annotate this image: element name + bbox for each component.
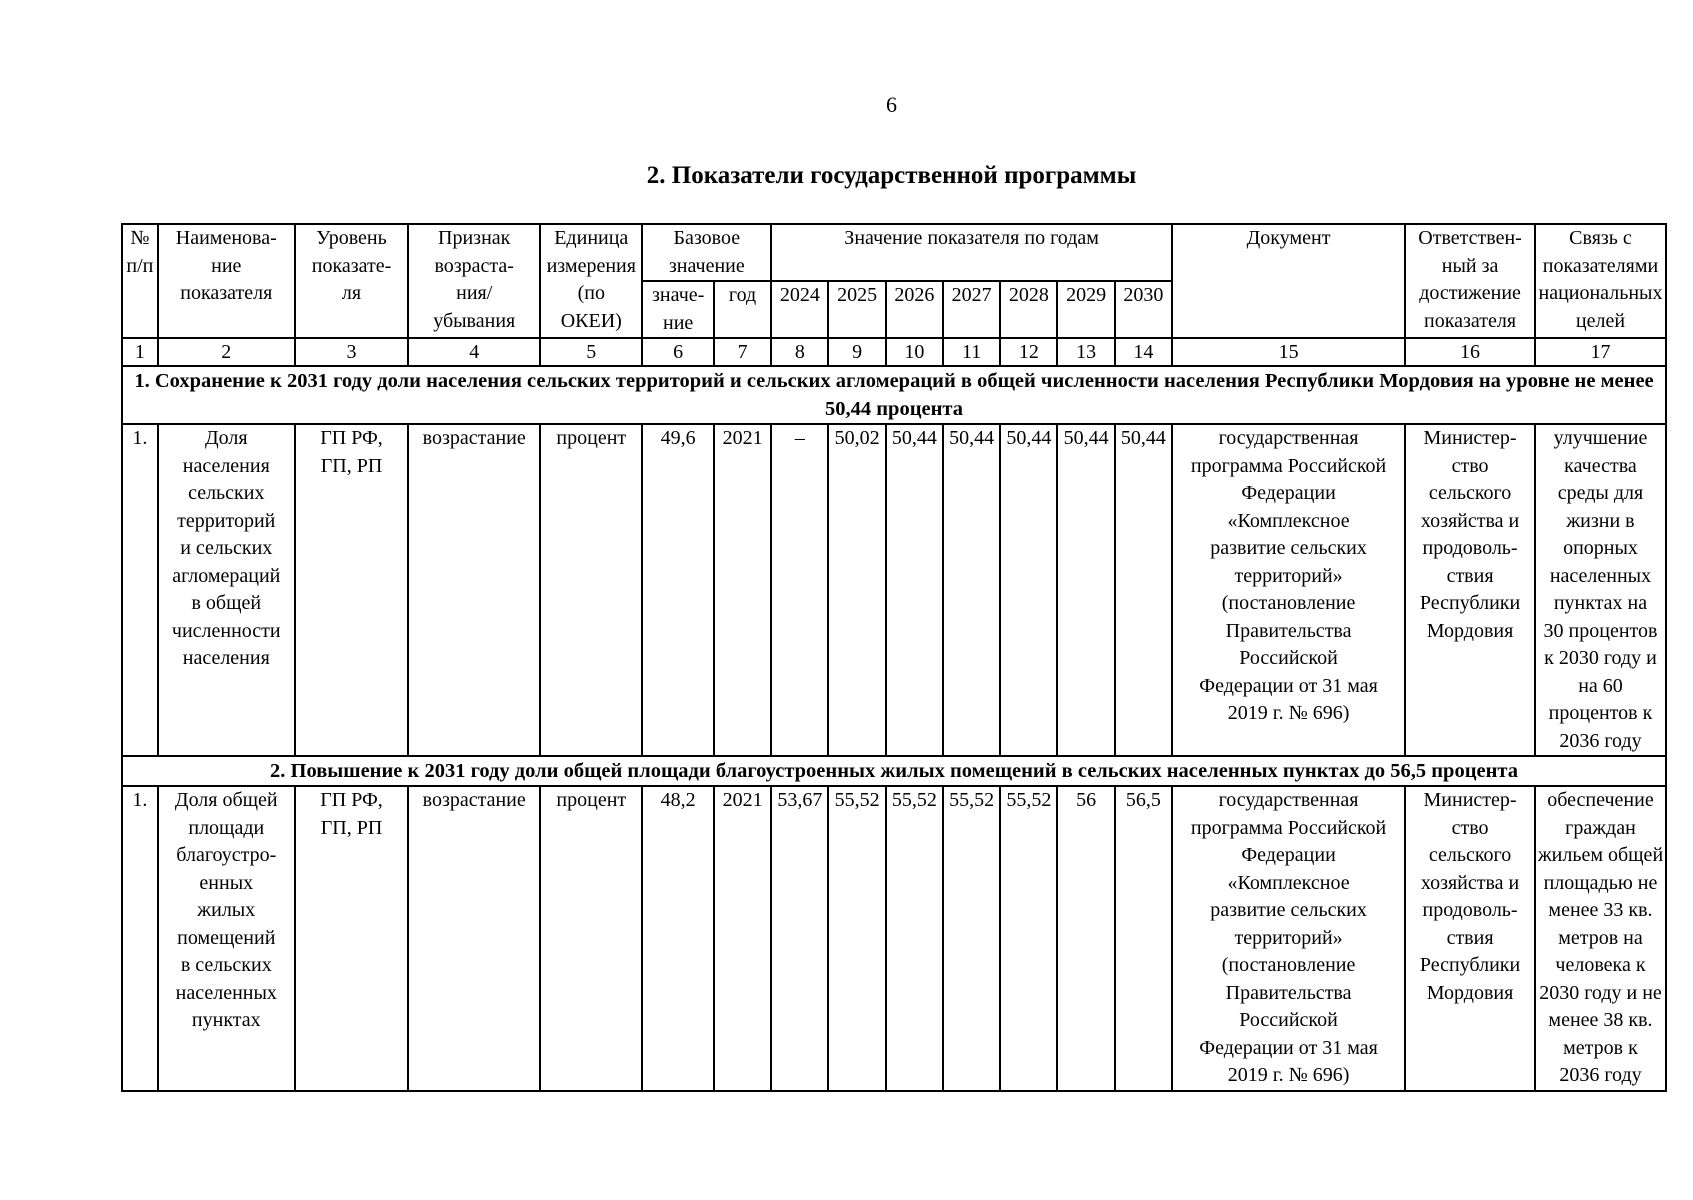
column-number: 3 [295, 338, 408, 366]
header-base-value: значе- ние [642, 281, 714, 338]
header-name: Наименова- ние показателя [158, 224, 295, 338]
year-value: 53,67 [771, 786, 828, 1091]
group-title: 2. Повышение к 2031 году доли общей площади благоустроенных жилых помещений в сельских населенных пунктах до 56,5 процента [122, 756, 1666, 786]
indicator-level: ГП РФ, ГП, РП [295, 424, 408, 756]
group-title-row [122, 366, 1666, 424]
indicator-unit: процент [540, 786, 642, 1091]
column-number: 9 [828, 338, 885, 366]
year-value: 56 [1057, 786, 1114, 1091]
document: государственная программа Российской Федерации «Комплексное развитие сельских территорий» (постановление Правительства Российской Федерации от 31 мая 2019 г. № 696) [1172, 424, 1405, 756]
responsible: Министер- ство сельского хозяйства и продоволь- ствия Республики Мордовия [1405, 786, 1535, 1091]
column-number: 12 [1000, 338, 1057, 366]
year-value: 50,44 [943, 424, 1000, 756]
column-number: 15 [1172, 338, 1405, 366]
header-document: Документ [1172, 224, 1405, 338]
table-body [122, 366, 1666, 1091]
base-year: 2021 [714, 424, 771, 756]
header-level: Уровень показате- ля [295, 224, 408, 338]
indicator-name: Доля общей площади благоустро- енных жилых помещений в сельских населенных пунктах [158, 786, 295, 1091]
header-by-years: Значение показателя по годам [771, 224, 1172, 281]
base-year: 2021 [714, 786, 771, 1091]
header-base: Базовое значение [642, 224, 771, 281]
indicator-trend: возрастание [408, 786, 540, 1091]
header-num: № п/п [122, 224, 158, 338]
header-link: Связь с показателями национальных целей [1535, 224, 1666, 338]
column-number: 10 [886, 338, 943, 366]
column-number: 17 [1535, 338, 1666, 366]
year-value: 56,5 [1115, 786, 1172, 1091]
row-num: 1. [122, 424, 158, 756]
group-title: 1. Сохранение к 2031 году доли населения сельских территорий и сельских агломераций в общей численности населения Республики Мордовия на уровне не менее 50,44 процента [122, 366, 1666, 424]
table-row [122, 424, 1666, 756]
header-year: 2030 [1115, 281, 1172, 338]
year-value: 55,52 [1000, 786, 1057, 1091]
header-base-year: год [714, 281, 771, 338]
year-value: 50,44 [886, 424, 943, 756]
header-year: 2026 [886, 281, 943, 338]
column-number: 4 [408, 338, 540, 366]
header-trend: Признак возраста- ния/ убывания [408, 224, 540, 338]
year-value: 55,52 [943, 786, 1000, 1091]
column-number: 1 [122, 338, 158, 366]
page-number: 6 [886, 92, 897, 117]
year-value: 55,52 [886, 786, 943, 1091]
indicator-unit: процент [540, 424, 642, 756]
column-number: 16 [1405, 338, 1535, 366]
indicator-name: Доля населения сельских территорий и сельских агломераций в общей численности населения [158, 424, 295, 756]
base-value: 48,2 [642, 786, 714, 1091]
year-value: 55,52 [828, 786, 885, 1091]
column-number: 13 [1057, 338, 1114, 366]
column-number: 5 [540, 338, 642, 366]
year-value: 50,44 [1000, 424, 1057, 756]
header-unit: Единица измерения (по ОКЕИ) [540, 224, 642, 338]
column-number: 11 [943, 338, 1000, 366]
column-number: 14 [1115, 338, 1172, 366]
year-value: – [771, 424, 828, 756]
document: государственная программа Российской Федерации «Комплексное развитие сельских территорий» (постановление Правительства Российской Федерации от 31 мая 2019 г. № 696) [1172, 786, 1405, 1091]
year-value: 50,02 [828, 424, 885, 756]
header-year: 2027 [943, 281, 1000, 338]
year-value: 50,44 [1115, 424, 1172, 756]
table-row [122, 786, 1666, 1091]
column-number: 2 [158, 338, 295, 366]
header-year: 2024 [771, 281, 828, 338]
table-header [122, 224, 1666, 366]
indicator-level: ГП РФ, ГП, РП [295, 786, 408, 1091]
column-number: 8 [771, 338, 828, 366]
national-goal-link: обеспечение граждан жильем общей площадью не менее 33 кв. метров на человека к 2030 году и не менее 38 кв. метров к 2036 году [1535, 786, 1666, 1091]
group-title-row [122, 756, 1666, 786]
base-value: 49,6 [642, 424, 714, 756]
header-year: 2029 [1057, 281, 1114, 338]
row-num: 1. [122, 786, 158, 1091]
year-value: 50,44 [1057, 424, 1114, 756]
column-number: 6 [642, 338, 714, 366]
section-title: 2. Показатели государственной программы [646, 162, 1137, 189]
column-number: 7 [714, 338, 771, 366]
header-responsible: Ответствен- ный за достижение показателя [1405, 224, 1535, 338]
responsible: Министер- ство сельского хозяйства и продоволь- ствия Республики Мордовия [1405, 424, 1535, 756]
indicator-trend: возрастание [408, 424, 540, 756]
column-numbers-row [122, 338, 1666, 366]
national-goal-link: улучшение качества среды для жизни в опорных населенных пунктах на 30 процентов к 2030 году и на 60 процентов к 2036 году [1535, 424, 1666, 756]
indicators-table [121, 223, 1667, 1092]
header-year: 2028 [1000, 281, 1057, 338]
header-year: 2025 [828, 281, 885, 338]
